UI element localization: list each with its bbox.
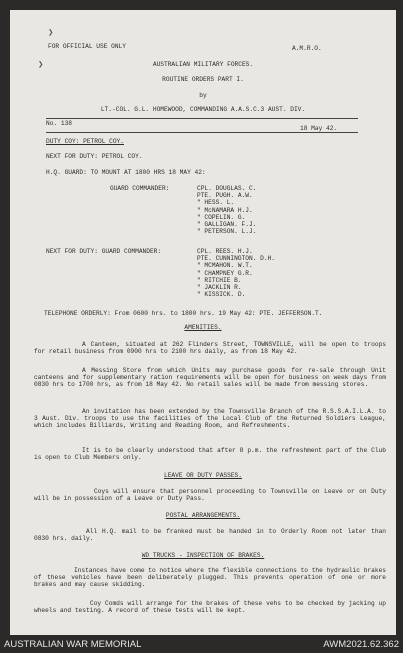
roster-entry: " PETERSON. L.J.	[197, 228, 257, 236]
header-rule-bottom	[46, 132, 358, 133]
duty-coy: DUTY COY: PETROL COY.	[46, 138, 124, 145]
roster-entry: " McNAMARA H.J.	[197, 206, 253, 214]
archive-reference: AWM2021.62.362	[323, 639, 399, 650]
archive-name: AUSTRALIAN WAR MEMORIAL	[4, 639, 142, 650]
reference-code: A.M.R.O.	[292, 45, 322, 52]
leave-paragraph: Coys will ensure that personnel proceeding to Townsville on Leave or on Duty will be in possession of a Leave or Duty Pass.	[34, 488, 386, 503]
postal-paragraph: All H.Q. mail to be franked must be handed in to Orderly Room not later than 0830 hrs. daily.	[34, 528, 386, 543]
amenities-paragraph: It is to be clearly understood that after 8 p.m. the refreshment part of the Club is open to Club Members only.	[34, 447, 386, 462]
next-for-duty: NEXT FOR DUTY: PETROL COY.	[46, 153, 143, 160]
postal-heading: POSTAL ARRANGEMENTS.	[165, 512, 241, 519]
roster-entry: CPL. REES. H.J.	[197, 248, 253, 255]
roster-entry: " KISSICK. D.	[197, 291, 246, 299]
wd-trucks-paragraph: Coy Comds will arrange for the brakes of these vehs to be checked by jacking up wheels and testing. A record of these tests will be kept.	[34, 600, 386, 615]
next-guard-roster	[197, 248, 275, 298]
wd-trucks-heading: WD TRUCKS - INSPECTION OF BRAKES.	[141, 552, 265, 559]
leave-heading: LEAVE OR DUTY PASSES.	[164, 472, 242, 479]
roster-entry: " HESS. L.	[197, 199, 235, 207]
roster-entry: " COPELIN. G.	[197, 213, 246, 221]
amenities-paragraph: A Canteen, situated at 262 Flinders Street, TOWNSVILLE, will be open to troops for retail business from 0900 hrs to 2100 hrs daily, as from 18 May 42.	[34, 341, 386, 356]
roster-entry: CPL. DOUGLAS. C.	[197, 185, 257, 192]
forces-title: AUSTRALIAN MILITARY FORCES.	[152, 61, 254, 68]
amenities-paragraph: An invitation has been extended by the Townsville Branch of the R.S.S.A.I.L.A. to 3 Aust. Div. troops to use the facilities of the Local Club of the Returned Soldiers League, which includes Billiards, Writing and Reading Room, and Refreshments.	[34, 408, 386, 430]
roster-entry: PTE. CUNNINGTON. D.H.	[197, 255, 275, 263]
guard-roster	[197, 185, 256, 235]
orders-title: ROUTINE ORDERS PART I.	[162, 76, 244, 83]
hq-guard: H.Q. GUARD: TO MOUNT AT 1800 HRS 18 MAY 42:	[46, 169, 206, 176]
amenities-paragraph: A Messing Store from which Units may purchase goods for re-sale through Unit canteens and for supplementary ration requirements will be open for business on week days from 0830 hrs to 1700 hrs, as from 18 May 42. No retail sales will be made from messing stores.	[34, 367, 386, 389]
roster-entry: " CHAMPNEY G.R.	[197, 269, 253, 277]
order-number: No. 138	[46, 120, 72, 127]
document-page	[10, 10, 396, 635]
archive-footer	[0, 637, 403, 653]
roster-entry: " MCMAHON. W.T.	[197, 262, 253, 270]
amenities-heading: AMENITIES.	[184, 324, 222, 331]
official-use-label: FOR OFFICIAL USE ONLY	[48, 43, 126, 50]
roster-entry: " RITCHIE B.	[197, 276, 242, 284]
order-date: 18 May 42.	[300, 125, 338, 132]
next-guard-label: NEXT FOR DUTY: GUARD COMMANDER:	[46, 248, 162, 255]
wd-trucks-paragraph: Instances have come to notice where the flexible connections to the hydraulic brakes of these vehicles have been deliberately plugged. This prevents operation of one or more brakes and may cause skidding.	[34, 567, 386, 589]
header-rule-top	[46, 118, 358, 119]
telephone-orderly: TELEPHONE ORDERLY: From 0600 hrs. to 1800 hrs. 19 May 42: PTE. JEFFERSON.T.	[44, 310, 323, 317]
commander-line: LT.-COL. G.L. HOMEWOOD, COMMANDING A.A.S.C.3 AUST. DIV.	[100, 106, 306, 113]
punch-hole-mark: ❯	[48, 28, 54, 38]
roster-entry: " GALLIGAN. F.J.	[197, 221, 257, 229]
roster-entry: PTE. PUGH. A.W.	[197, 192, 253, 200]
punch-hole-mark: ❯	[38, 60, 44, 70]
by-line: by	[199, 92, 207, 99]
guard-commander-label: GUARD COMMANDER:	[110, 185, 170, 192]
roster-entry: " JACKLIN R.	[197, 284, 242, 292]
